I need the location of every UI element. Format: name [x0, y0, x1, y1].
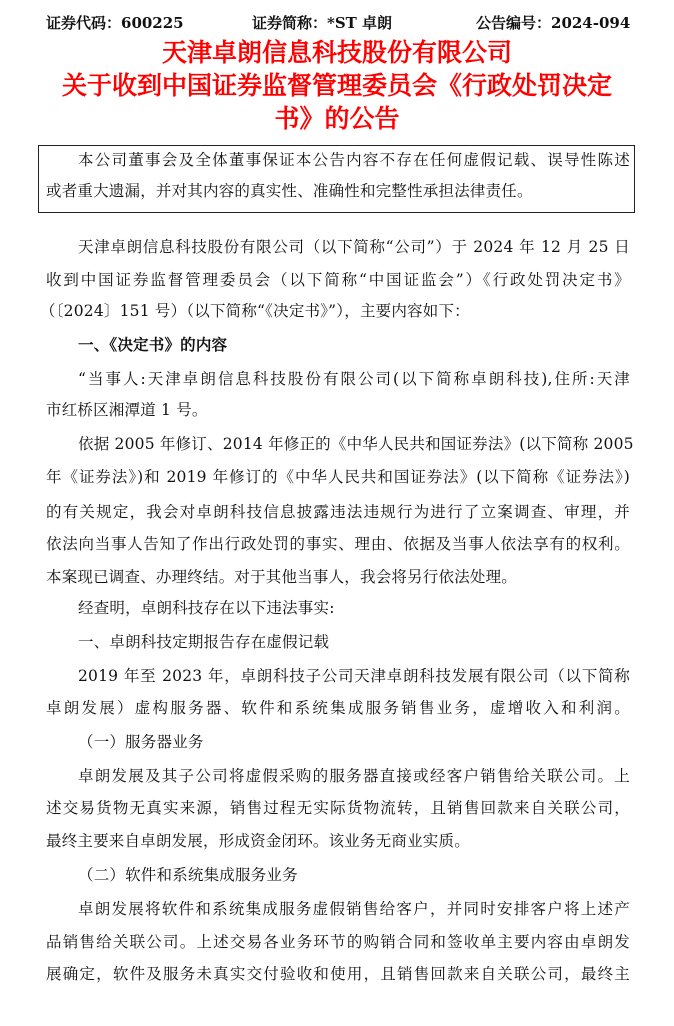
paragraph-line: “当事人:天津卓朗信息科技股份有限公司(以下简称卓朗科技),住所:天津 — [78, 370, 630, 388]
paragraph-line: 最终主要来自卓朗发展，形成资金闭环。该业务无商业实质。 — [46, 832, 470, 850]
paragraph-line: 述交易货物无真实来源，销售过程无实际货物流转，且销售回款来自关联公司， — [46, 799, 630, 817]
paragraph-line: 收到中国证券监督管理委员会（以下简称“中国证监会”）《行政处罚决定书》 — [46, 271, 630, 289]
paragraph-line: 展确定，软件及服务未真实交付验收和使用，且销售回款来自关联公司，最终主 — [46, 965, 630, 983]
paragraph-line: 经查明，卓朗科技存在以下违法事实: — [78, 599, 335, 617]
paragraph-line: 依法向当事人告知了作出行政处罚的事实、理由、依据及当事人依法享有的权利。 — [46, 535, 630, 553]
paragraph-line: 品销售给关联公司。上述交易各业务环节的购销合同和签收单主要内容由卓朗发 — [46, 933, 630, 951]
paragraph-line: 年《证券法》)和 2019 年修订的《中华人民共和国证券法》(以下简称《证券法》) — [46, 468, 630, 486]
subsection-heading: （二）软件和系统集成服务业务 — [78, 866, 298, 884]
paragraph-line: 依据 2005 年修订、2014 年修正的《中华人民共和国证券法》(以下简称 2005 — [78, 435, 634, 453]
paragraph-line: 卓朗发展及其子公司将虚假采购的服务器直接或经客户销售给关联公司。上 — [78, 767, 630, 785]
disclaimer-line-2: 或者重大遗漏，并对其内容的真实性、准确性和完整性承担法律责任。 — [46, 182, 533, 200]
document-header — [0, 12, 674, 36]
paragraph-line: 卓朗发展）虚构服务器、软件和系统集成服务销售业务，虚增收入和利润。 — [46, 699, 630, 717]
title-line-1: 天津卓朗信息科技股份有限公司 — [161, 38, 512, 67]
announcement-number: 公告编号：2024-094 — [476, 14, 631, 32]
title-line-2: 关于收到中国证券监督管理委员会《行政处罚决定 — [61, 71, 612, 100]
section-heading: 一、《决定书》的内容 — [78, 335, 228, 354]
paragraph-line: 天津卓朗信息科技股份有限公司（以下简称“公司”）于 2024 年 12 月 25 日 — [78, 238, 630, 256]
subsection-heading: 一、卓朗科技定期报告存在虚假记载 — [78, 633, 330, 651]
stock-code: 证券代码：600225 — [46, 14, 184, 32]
paragraph-line: 市红桥区湘潭道 1 号。 — [46, 401, 208, 419]
paragraph-line: （〔2024〕151 号）（以下简称“《决定书》”），主要内容如下： — [40, 302, 470, 320]
paragraph-line: 2019 年至 2023 年，卓朗科技子公司天津卓朗科技发展有限公司（以下简称 — [78, 667, 630, 685]
paragraph-line: 的有关规定，我会对卓朗科技信息披露违法违规行为进行了立案调查、审理，并 — [46, 503, 630, 521]
paragraph-line: 卓朗发展将软件和系统集成服务虚假销售给客户，并同时安排客户将上述产 — [78, 900, 630, 918]
subsection-heading: （一）服务器业务 — [78, 733, 204, 751]
stock-name: 证券简称：*ST 卓朗 — [252, 14, 393, 32]
title-line-3: 书》的公告 — [274, 104, 400, 133]
disclaimer-line-1: 本公司董事会及全体董事保证本公告内容不存在任何虚假记载、误导性陈述 — [78, 151, 630, 169]
paragraph-line: 本案现已调查、办理终结。对于其他当事人，我会将另行依法处理。 — [46, 568, 518, 586]
